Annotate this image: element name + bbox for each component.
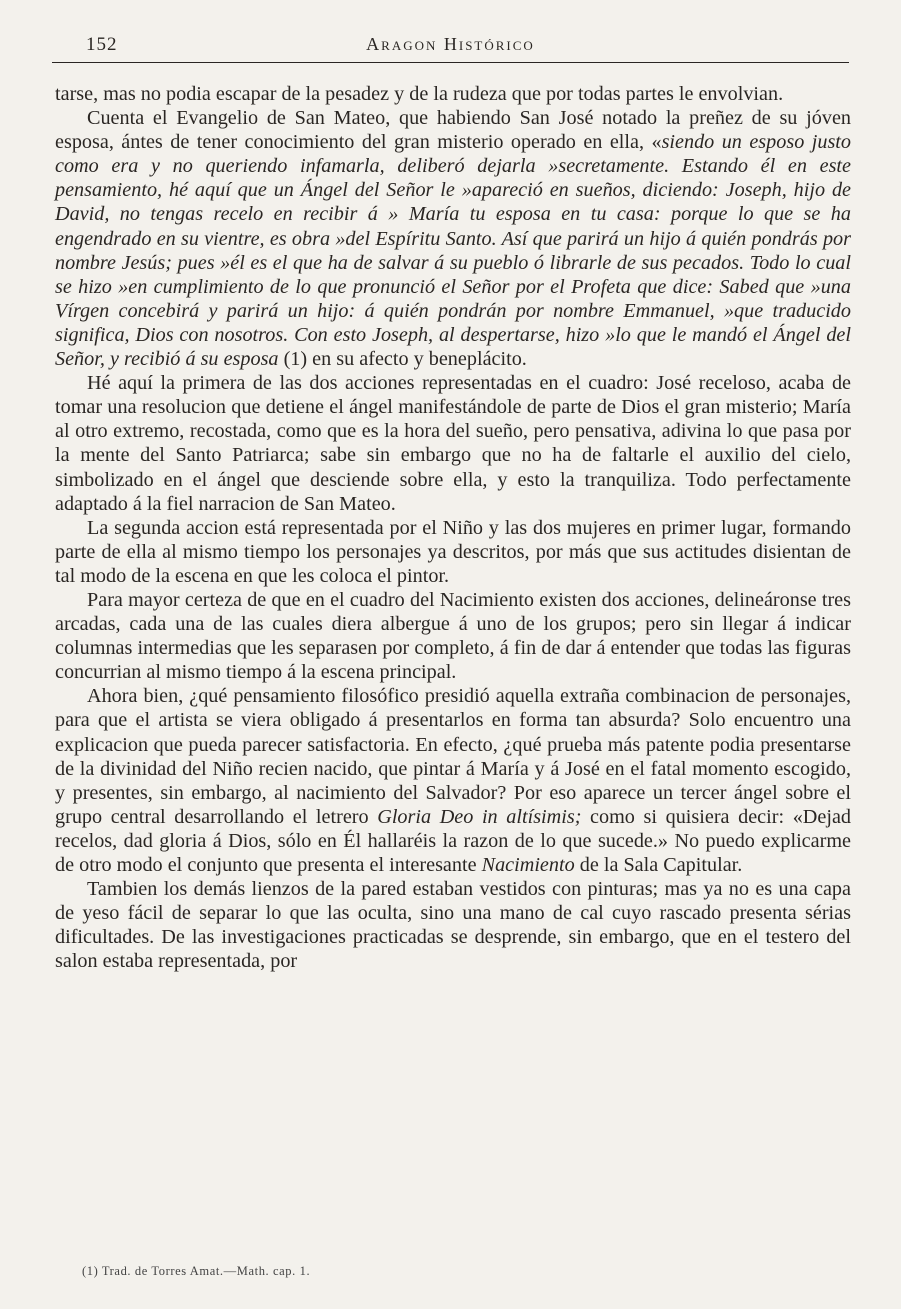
body-text xyxy=(55,82,851,973)
paragraph xyxy=(55,82,851,106)
text-segment: (1) en su afecto y beneplácito. xyxy=(278,348,527,371)
text-segment: Hé aquí la primera de las dos acciones representadas en el cuadro: José receloso, acaba de tomar una resolucion que detiene el ángel manifestándole de parte de Dios el gran misterio; María al otro extremo, recostada, como que es la hora del sueño, pero pensativa, adivina lo que pasa por la mente del Santo Patriarca; sabe sin embargo que no ha de faltarle el auxilio del cielo, simbolizado en el ángel que desciende sobre ella, y esto la tranquiliza. Todo perfectamente adaptado á la fiel narracion de San Mateo. xyxy=(55,372,851,515)
running-title: Aragon Histórico xyxy=(366,34,535,54)
italic-text-segment: Gloria Deo in altísimis; xyxy=(377,805,582,828)
text-segment: Tambien los demás lienzos de la pared estaban vestidos con pinturas; mas ya no es una capa de yeso fácil de separar lo que las oculta, sino una mano de cal cuyo rascado presenta sérias dificultades. De las investigaciones practicadas se desprende, sin embargo, que en el testero del salon estaba representada, por xyxy=(55,878,851,973)
paragraph xyxy=(55,588,851,684)
italic-text-segment: siendo un esposo justo como era y no queriendo infamarla, deliberó dejarla »secretamente. Estando él en este pensamiento, hé aquí que un Ángel del Señor le »apareció en sueños, diciendo: Joseph, hijo de David, no tengas recelo en recibir á » María tu esposa en tu casa: porque lo que se ha engendrado en su vientre, es obra »del Espíritu Santo. Así que parirá un hijo á quién pondrás por nombre Jesús; pues »él es el que ha de salvar á su pueblo ó librarle de sus pecados. Todo lo cual se hizo »en cumplimiento de lo que pronunció el Señor por el Profeta que dice: Sabed que »una Vírgen concebirá y parirá un hijo: á quién pondrán por nombre Emmanuel, »que traducido significa, Dios con nosotros. Con esto Joseph, al despertarse, hizo »lo que le mandó el Ángel del Señor, y recibió á su esposa xyxy=(55,131,852,371)
footnote: (1) Trad. de Torres Amat.—Math. cap. 1. xyxy=(82,1264,311,1278)
text-segment: de la Sala Capitular. xyxy=(574,854,743,876)
text-segment: La segunda accion está representada por el Niño y las dos mujeres en primer lugar, formando parte de ella al mismo tiempo los personajes ya descritos, por más que sus actitudes disientan de tal modo de la escena en que les coloca el pintor. xyxy=(55,516,851,587)
italic-text-segment: Nacimiento xyxy=(481,854,575,876)
page-number: 152 xyxy=(86,34,118,55)
paragraph xyxy=(55,516,851,588)
text-segment: tarse, mas no podia escapar de la pesadez y de la rudeza que por todas partes le envolvian. xyxy=(55,83,784,105)
paragraph xyxy=(55,106,851,371)
paragraph xyxy=(55,684,851,877)
page-header xyxy=(52,30,849,63)
text-segment: Cuenta el Evangelio de San Mateo, que habiendo San José notado la preñez de su jóven esposa, ántes de tener conocimiento del gran misterio operado en ella, « xyxy=(55,107,851,154)
text-segment: Ahora bien, ¿qué pensamiento filosófico presidió aquella extraña combinacion de personajes, para que el artista se viera obligado á presentarlos en forma tan absurda? Solo encuentro una explicacion que pueda parecer satisfactoria. En efecto, ¿qué prueba más patente podia presentarse de la divinidad del Niño recien nacido, que pintar á María y á José en el fatal momento escogido, y presentes, sin embargo, al nacimiento del Salvador? Por eso aparece un tercer ángel sobre el grupo central desarrollando el letrero xyxy=(55,685,851,828)
text-segment: como si quisiera decir: «Dejad recelos, dad gloria á Dios, sólo en Él hallaréis la razon de lo que sucede.» No puedo explicarme de otro modo el conjunto que presenta el interesante xyxy=(55,805,851,876)
text-segment: Para mayor certeza de que en el cuadro del Nacimiento existen dos acciones, delineáronse tres arcadas, cada una de las cuales diera albergue á uno de los grupos; pero sin llegar á indicar columnas intermedias que les separasen por completo, á fin de dar á entender que todas las figuras concurrian al mismo tiempo á la escena principal. xyxy=(55,588,851,684)
paragraph xyxy=(55,371,851,516)
paragraph xyxy=(55,877,851,973)
